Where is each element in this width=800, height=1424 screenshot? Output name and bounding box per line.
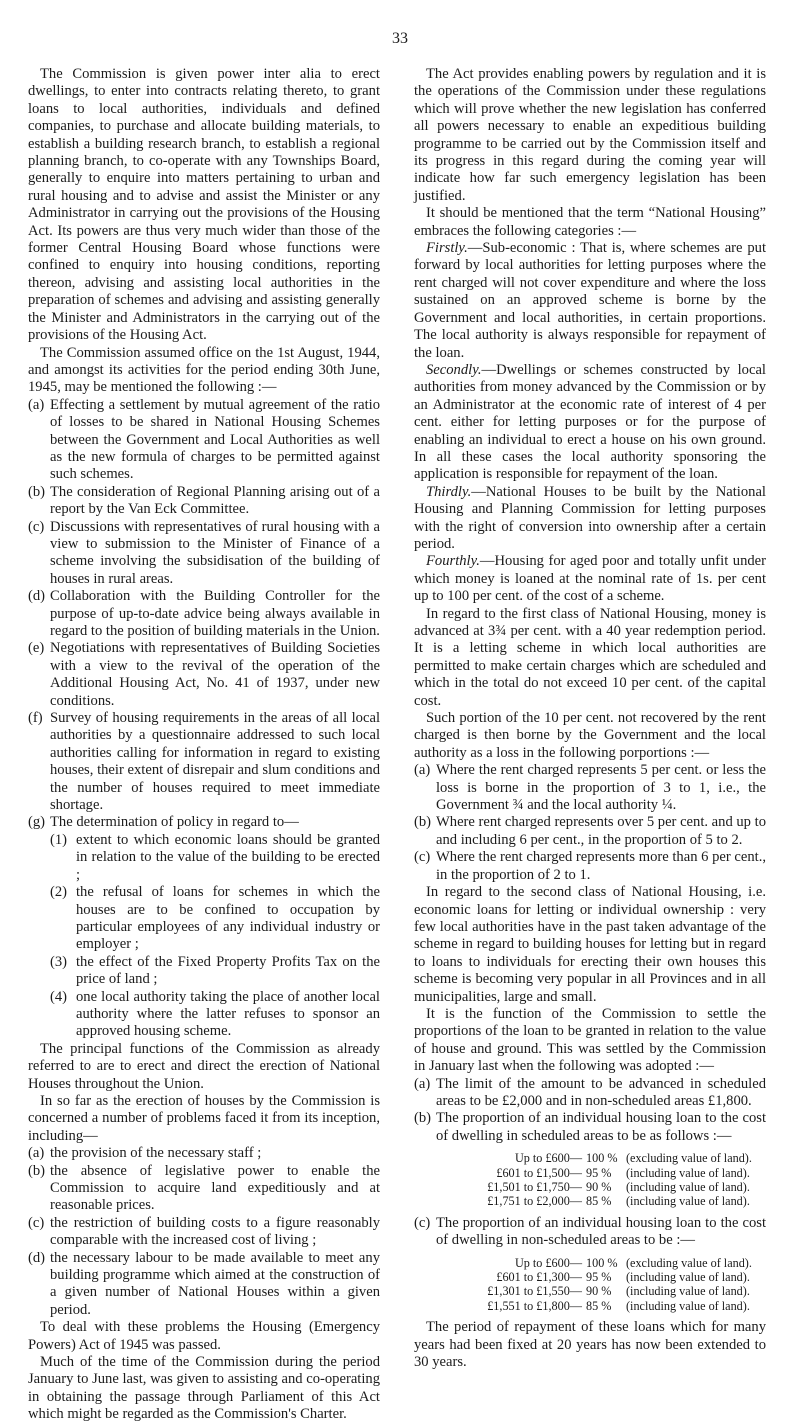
left-column — [28, 66, 380, 1424]
category-thirdly: Thirdly.—National Houses to be built by the National Housing and Planning Commission for letting purposes with the right of conversion into ownership after a certain period. — [414, 483, 766, 552]
category-secondly: Secondly.—Dwellings or schemes constructed by local authorities from money advanced by the Commission or by an Administrator at the economic rate of interest of 4 per cent. either for letting purposes or for the purpose of enabling an individual to erect a house on his own ground. In all these cases the local authority sponsoring the application is responsible for repayment of the loan. — [414, 361, 766, 483]
paragraph-repayment-period: The period of repayment of these loans which for many years had been fixed at 20 years has now been extended to 30 years. — [414, 1319, 766, 1371]
paragraph-emergency-act: To deal with these problems the Housing (Emergency Powers) Act of 1945 was passed. — [28, 1319, 380, 1353]
category-firstly: Firstly.—Sub-economic : That is, where schemes are put forward by local authorities for letting purposes where the rent charged will not cover expenditure and where the loss sustained on an approved scheme is borne by the Government and local authorities, in certain proportions. The local authority is always responsible for repayment of the loan. — [414, 240, 766, 361]
problems-list — [28, 1145, 380, 1319]
right-column — [414, 66, 766, 1371]
table-row: £1,501 to £1,750— 90 % (including value of land). — [487, 1180, 750, 1194]
list-item: (a) Where the rent charged represents 5 per cent. or less the loss is borne in the proportion of 3 to 1, i.e., the Government ¾ and the local authority ¼. — [414, 762, 766, 814]
page-number: 33 — [392, 30, 408, 47]
list-subitem: (1) extent to which economic loans should be granted in relation to the value of the building to be erected ; — [50, 831, 380, 883]
paragraph-categories: It should be mentioned that the term “National Housing” embraces the following categories :— — [414, 205, 766, 239]
table-row: £1,301 to £1,550— 90 % (including value of land). — [487, 1284, 750, 1299]
table-row: £601 to £1,500— 95 % (including value of land). — [496, 1165, 750, 1180]
paragraph-charter: Much of the time of the Commission during the period January to June last, was given to assisting and co-operating in obtaining the passage through Parliament of this Act which might be regarded as the Commission's Charter. — [28, 1354, 380, 1423]
non-scheduled-areas-table — [470, 1256, 766, 1314]
list-item: (d) the necessary labour to be made available to meet any building programme which aimed at the construction of a given number of National Houses within a given period. — [28, 1249, 380, 1318]
activities-list — [28, 397, 380, 1041]
list-item: (b) The proportion of an individual housing loan to the cost of dwelling in scheduled areas to be as follows :— — [414, 1110, 766, 1144]
loss-proportions-list — [414, 762, 766, 884]
table-row: Up to £600— 100 % (excluding value of land). — [514, 1151, 752, 1166]
paragraph-principal-functions: The principal functions of the Commission as already referred to are to erect and direct the erection of National Houses throughout the Union. — [28, 1040, 380, 1092]
paragraph-assumed-office: The Commission assumed office on the 1st August, 1944, and amongst its activities for the period ending 30th June, 1945, may be mentioned the following :— — [28, 344, 380, 396]
list-item: (b) Where rent charged represents over 5 per cent. and up to and including 6 per cent., in the proportion of 5 to 2. — [414, 814, 766, 848]
table-row: £601 to £1,300— 95 % (including value of land). — [496, 1270, 750, 1285]
list-subitem: (3) the effect of the Fixed Property Profits Tax on the price of land ; — [50, 953, 380, 988]
paragraph-powers: The Commission is given power inter alia to erect dwellings, to enter into contracts relating thereto, to grant loans to local authorities, individuals and defined companies, to purchase and allocate building materials, to establish a building research branch, to establish a regional planning branch, to co-operate with any Townships Board, generally to enquire into matters pertaining to urban and rural housing and to advise and assist the Minister or any Administrator in carrying out the provisions of the Housing Act. Its powers are thus very much wider than those of the former Central Housing Board whose functions were confined to enquiry into housing conditions, reporting thereon, advising and assisting local authorities in the preparation of schemes and advising and assisting generally the Minister and Administrators in the carrying out of the provisions of the Housing Act. — [28, 66, 380, 344]
paragraph-problems: In so far as the erection of houses by the Commission is concerned a number of problems faced it from its inception, including— — [28, 1092, 380, 1144]
list-subitem: (4) one local authority taking the place of another local authority where the latter refuses to sponsor an approved housing scheme. — [50, 988, 380, 1040]
paragraph-loss-portion: Such portion of the 10 per cent. not recovered by the rent charged is then borne by the Government and the local authority as a loss in the following porportions :— — [414, 710, 766, 761]
list-item: (c) Where the rent charged represents more than 6 per cent., in the proportion of 2 to 1. — [414, 849, 766, 883]
list-item: (c) The proportion of an individual housing loan to the cost of dwelling in non-scheduled areas to be :— — [414, 1214, 766, 1249]
paragraph-enabling-powers: The Act provides enabling powers by regulation and it is the operations of the Commission under these regulations which will prove whether the new legislation has conferred all powers necessary to enable an expeditious building programme to be carried out by the Commission itself and its progress in this regard during the coming year will indicate how far such emergency legislation has been justified. — [414, 66, 766, 204]
list-item: (b) the absence of legislative power to enable the Commission to acquire land expeditiously and at reasonable prices. — [28, 1162, 380, 1214]
list-item: (f) Survey of housing requirements in the areas of all local authorities by a questionnaire addressed to such local authorities calling for information in regard to existing houses, their extent of disrepair and slum conditions and the number of houses required to meet immediate shortage. — [28, 710, 380, 814]
list-item: (b) The consideration of Regional Planning arising out of a report by the Van Eck Committee. — [28, 483, 380, 518]
scheduled-areas-table — [470, 1151, 766, 1209]
paragraph-first-class: In regard to the first class of National Housing, money is advanced at 3¾ per cent. with a 40 year redemption period. It is a letting scheme in which local authorities are permitted to make certain charges which are scheduled and which in the total do not exceed 10 per cent. of the capital cost. — [414, 605, 766, 709]
list-item: (a) The limit of the amount to be advanced in scheduled areas to be £2,000 and in non-scheduled areas £1,800. — [414, 1075, 766, 1109]
adopted-list — [414, 1076, 766, 1146]
list-item: (c) Discussions with representatives of rural housing with a view to submission to the Minister of Finance of a scheme involving the subsidisation of the building of houses in rural areas. — [28, 518, 380, 587]
adopted-list-c — [414, 1215, 766, 1250]
table-row: £1,551 to £1,800— 85 % (including value of land). — [487, 1298, 750, 1313]
table-row: £1,751 to £2,000— 85 % (including value of land). — [487, 1194, 750, 1209]
list-item: (g) The determination of policy in regard to— — [28, 814, 299, 831]
list-item: (e) Negotiations with representatives of Building Societies with a view to the revival of the operation of the Additional Housing Act, No. 41 of 1937, under new conditions. — [28, 640, 380, 709]
list-item: (a) Effecting a settlement by mutual agreement of the ratio of losses to be shared in National Housing Schemes between the Government and Local Authorities as well as the new formula of charges to be permitted against such schemes. — [28, 396, 380, 483]
table-row: Up to £600— 100 % (excluding value of land). — [514, 1255, 752, 1270]
list-item: (c) the restriction of building costs to a figure reasonably comparable with the increased cost of living ; — [28, 1214, 380, 1249]
list-subitem: (2) the refusal of loans for schemes in which the houses are to be confined to occupation by particular employees of any individual industry or employer ; — [50, 884, 380, 953]
list-item: (d) Collaboration with the Building Controller for the purpose of up-to-date advice being always available in regard to the position of building materials in the Union. — [28, 588, 380, 639]
paragraph-second-class: In regard to the second class of National Housing, i.e. economic loans for letting or individual ownership : very few local authorities have in the past taken advantage of the scheme in regard to building houses for letting but in regard to loans to individuals for erecting their own houses this scheme is becoming very popular in all Provinces and in all municipalities, large and small. — [414, 884, 766, 1005]
category-fourthly: Fourthly.—Housing for aged poor and totally unfit under which money is loaned at the nominal rate of 1s. per cent up to 100 per cent. of the cost of a scheme. — [414, 553, 766, 605]
list-item: (a) the provision of the necessary staff ; — [28, 1145, 262, 1162]
paragraph-function-settle: It is the function of the Commission to settle the proportions of the loan to be granted in relation to the value of house and ground. This was settled by the Commission in January last when the following was adopted :— — [414, 1005, 766, 1075]
